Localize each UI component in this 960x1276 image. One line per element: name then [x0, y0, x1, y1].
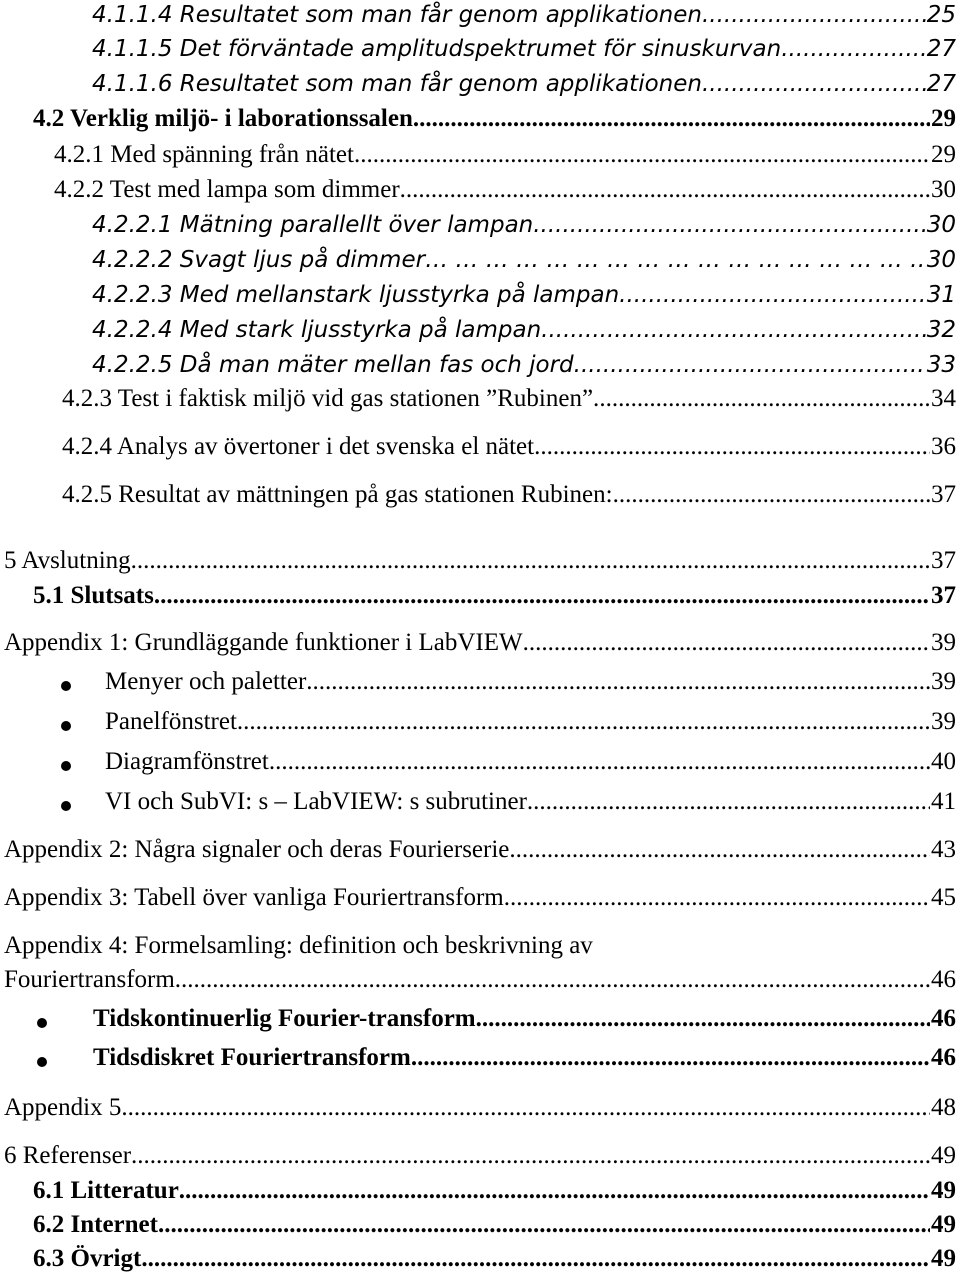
dot-leader — [523, 628, 930, 658]
dot-leader — [574, 350, 926, 380]
dot-leader — [413, 104, 930, 134]
toc-entry-page: 45 — [931, 884, 956, 911]
toc-entry-title: 5 Avslutning — [4, 547, 131, 574]
toc-entry[interactable] — [0, 1210, 960, 1240]
toc-entry-page: 37 — [931, 481, 956, 508]
dot-leader — [154, 581, 930, 611]
toc-entry[interactable] — [0, 69, 960, 99]
dot-leader — [504, 883, 930, 913]
dot-leader — [702, 0, 926, 30]
dot-leader — [237, 707, 930, 737]
dot-leader — [131, 546, 930, 576]
toc-entry-page: 32 — [926, 317, 956, 343]
dot-leader — [613, 480, 930, 510]
toc-entry[interactable] — [0, 707, 960, 737]
toc-entry[interactable] — [0, 210, 960, 240]
dot-leader — [425, 245, 926, 275]
toc-entry-page: 49 — [931, 1245, 956, 1272]
dot-leader — [702, 69, 926, 99]
toc-entry-title: 4.2.2.2 Svagt ljus på dimmer — [92, 247, 426, 273]
toc-entry-title: 6.1 Litteratur — [33, 1177, 179, 1204]
toc-entry-page: 46 — [931, 1005, 956, 1032]
toc-entry-title: Appendix 5 — [4, 1094, 122, 1121]
toc-entry-title: 5.1 Slutsats — [33, 582, 154, 609]
toc-entry-title: 4.2 Verklig miljö- i laborationssalen — [33, 105, 413, 132]
dot-leader — [269, 747, 930, 777]
toc-entry[interactable] — [0, 1244, 960, 1274]
toc-entry[interactable] — [0, 581, 960, 611]
dot-leader — [400, 175, 930, 205]
toc-entry-title: 4.2.1 Med spänning från nätet — [54, 141, 354, 168]
toc-entry-page: 39 — [931, 668, 956, 695]
toc-entry-page: 39 — [931, 708, 956, 735]
dot-leader — [534, 432, 930, 462]
toc-entry-page: 30 — [931, 176, 956, 203]
toc-entry-title: 4.2.2.3 Med mellanstark ljusstyrka på lampan — [92, 282, 620, 308]
toc-entry-title: 4.1.1.6 Resultatet som man får genom applikationen — [92, 71, 702, 97]
toc-entry-title-line: Appendix 4: Formelsamling: definition och beskrivning av — [4, 932, 593, 959]
toc-entry-title: 4.2.2.5 Då man mäter mellan fas och jord — [92, 352, 574, 378]
dot-leader — [533, 210, 925, 240]
toc-entry[interactable] — [0, 315, 960, 345]
dot-leader — [158, 1210, 930, 1240]
dot-leader — [541, 315, 926, 345]
toc-entry[interactable] — [0, 280, 960, 310]
toc-entry-page: 39 — [931, 629, 956, 656]
toc-entry-title: Appendix 3: Tabell över vanliga Fouriertransform — [4, 884, 504, 911]
toc-entry[interactable] — [0, 1004, 960, 1034]
toc-entry-page: 33 — [926, 352, 956, 378]
toc-entry-title: 4.2.3 Test i faktisk miljö vid gas stationen ”Rubinen”. — [62, 385, 600, 412]
toc-entry[interactable] — [0, 1141, 960, 1171]
toc-entry-title: Menyer och paletter — [105, 668, 307, 695]
toc-entry-page: 27 — [926, 36, 956, 62]
toc-entry[interactable] — [0, 432, 960, 462]
toc-entry-page: 49 — [931, 1211, 956, 1238]
toc-entry-title: Tidsdiskret Fouriertransform — [93, 1044, 411, 1071]
toc-entry[interactable] — [0, 546, 960, 576]
toc-entry-page: 30 — [926, 212, 956, 238]
dot-leader — [175, 965, 930, 995]
dot-leader — [141, 1244, 930, 1274]
dot-leader — [179, 1176, 930, 1206]
toc-entry-title: 4.2.2 Test med lampa som dimmer — [54, 176, 400, 203]
toc-entry[interactable] — [0, 175, 960, 205]
toc-entry[interactable] — [0, 104, 960, 134]
toc-entry-title: 6.3 Övrigt — [33, 1245, 142, 1272]
toc-entry[interactable] — [0, 350, 960, 380]
toc-entry-title: VI och SubVI: s – LabVIEW: s subrutiner — [105, 788, 527, 815]
toc-entry[interactable] — [0, 140, 960, 170]
toc-entry-title: Tidskontinuerlig Fourier-transform — [93, 1005, 476, 1032]
toc-entry[interactable] — [0, 1176, 960, 1206]
toc-entry[interactable] — [0, 883, 960, 913]
toc-entry[interactable] — [0, 384, 960, 414]
toc-entry[interactable] — [0, 747, 960, 777]
toc-entry-page: 43 — [931, 836, 956, 863]
toc-entry-title: Panelfönstret — [105, 708, 237, 735]
toc-entry-title: 4.1.1.4 Resultatet som man får genom applikationen — [92, 2, 702, 28]
toc-entry[interactable] — [0, 667, 960, 697]
toc-entry-page: 29 — [931, 105, 956, 132]
toc-entry-page: 49 — [931, 1142, 956, 1169]
toc-entry-title: Appendix 1: Grundläggande funktioner i LabVIEW — [4, 629, 523, 656]
toc-entry-page: 48 — [931, 1094, 956, 1121]
toc-entry-page: 46 — [931, 1044, 956, 1071]
dot-leader — [509, 835, 930, 865]
toc-entry-title: 6.2 Internet — [33, 1211, 158, 1238]
toc-entry-title: 6 Referenser — [4, 1142, 132, 1169]
toc-entry-title: Appendix 2: Några signaler och deras Fourierserie — [4, 836, 510, 863]
toc-entry-title: 4.2.4 Analys av övertoner i det svenska el nätet — [62, 433, 535, 460]
toc-entry-title: 4.2.2.1 Mätning parallellt över lampan — [92, 212, 534, 238]
dot-leader — [527, 787, 930, 817]
toc-entry-page: 37 — [931, 582, 956, 609]
toc-entry-page: 46 — [931, 966, 956, 993]
toc-entry-page: 36 — [931, 433, 956, 460]
toc-entry[interactable] — [0, 965, 960, 995]
dot-leader — [354, 140, 930, 170]
dot-leader — [411, 1043, 930, 1073]
toc-entry[interactable] — [0, 628, 960, 658]
toc-entry-page: 30 — [926, 247, 956, 273]
toc-entry[interactable] — [0, 787, 960, 817]
toc-entry[interactable] — [0, 245, 960, 275]
dot-leader — [619, 280, 926, 310]
toc-entry-page: 25 — [926, 2, 956, 28]
toc-entry-title: 4.2.2.4 Med stark ljusstyrka på lampan — [92, 317, 542, 343]
toc-entry-page: 40 — [931, 748, 956, 775]
toc-entry[interactable] — [0, 0, 960, 30]
toc-entry[interactable] — [0, 1093, 960, 1123]
dot-leader — [476, 1004, 930, 1034]
toc-entry-page: 29 — [931, 141, 956, 168]
toc-entry-title: 4.2.5 Resultat av mättningen på gas stationen Rubinen: — [62, 481, 613, 508]
toc-entry-title: 4.1.1.5 Det förväntade amplitudspektrumet för sinuskurvan — [92, 36, 782, 62]
toc-entry-page: 27 — [926, 71, 956, 97]
toc-entry[interactable] — [0, 480, 960, 510]
toc-entry-page: 34 — [931, 385, 956, 412]
toc-entry[interactable] — [0, 34, 960, 64]
toc-entry-page: 37 — [931, 547, 956, 574]
toc-entry[interactable] — [0, 1043, 960, 1073]
toc-entry-page: 41 — [931, 788, 956, 815]
toc-entry-page: 31 — [926, 282, 956, 308]
toc-entry-title: Fouriertransform — [4, 966, 175, 993]
dot-leader — [781, 34, 926, 64]
dot-leader — [121, 1093, 930, 1123]
toc-entry-page: 49 — [931, 1177, 956, 1204]
toc-entry[interactable] — [0, 835, 960, 865]
toc-entry-title: Diagramfönstret — [105, 748, 269, 775]
dot-leader — [131, 1141, 930, 1171]
dot-leader — [599, 384, 930, 414]
dot-leader — [306, 667, 930, 697]
